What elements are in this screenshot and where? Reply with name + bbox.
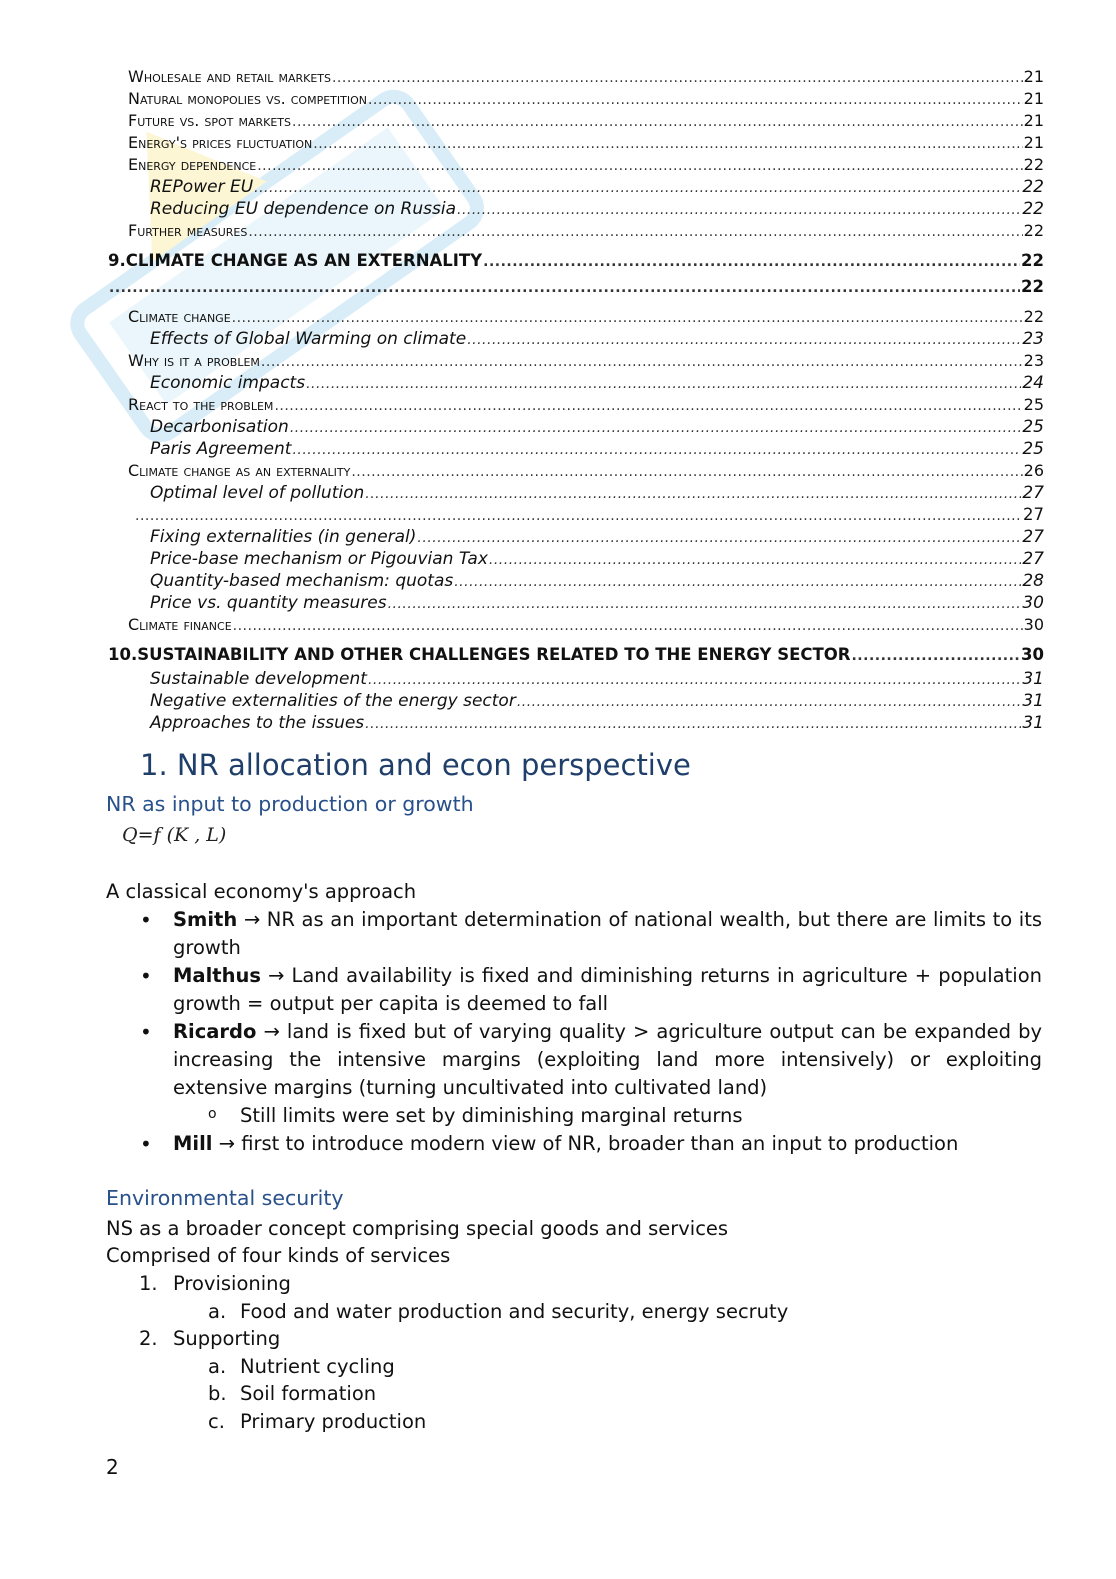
toc-entry-page: 27 [1022,483,1044,503]
toc-entry[interactable] [108,132,1044,154]
toc-entry-title: React to the problem [128,395,274,414]
toc-dot-leader [368,89,1023,110]
list-item-supporting [106,1325,1042,1353]
toc-entry-title: Optimal level of pollution [150,483,365,503]
author-name: Malthus [173,964,261,987]
toc-entry-title: Fixing externalities (in general) [150,527,417,547]
toc-entry-page: 22 [1021,277,1044,296]
toc-entry-title: Natural monopolies vs. competition [128,89,367,108]
author-name: Mill [173,1132,213,1155]
toc-dot-leader [292,111,1023,132]
item-text: Supporting [173,1327,281,1350]
toc-entry-page: 22 [1023,155,1044,174]
item-text: → Land availability is fixed and diminishing returns in agriculture + population growth = output per capita is deemed to fall [173,964,1042,1015]
toc-entry-title: Why is it a problem [128,351,260,370]
toc-entry-page: 25 [1022,417,1044,437]
toc-entry-page: 27 [1022,549,1044,569]
toc-entry[interactable] [108,198,1044,220]
bullet-icon: • [140,1020,152,1044]
toc-dot-leader [365,713,1021,734]
toc-entry-page: 22 [1022,177,1044,197]
toc-entry-title: Economic impacts [150,373,306,393]
toc-entry-title: Approaches to the issues [150,713,365,733]
ns-services-intro: Comprised of four kinds of services [106,1244,451,1267]
toc-entry-title: 9.CLIMATE CHANGE AS AN EXTERNALITY [108,251,483,270]
toc-entry[interactable] [108,176,1044,198]
list-subitem-soil [106,1380,1042,1408]
toc-entry-page: 27 [1023,505,1044,524]
item-text: Primary production [240,1409,427,1433]
toc-entry[interactable] [108,372,1044,394]
toc-entry-page: 27 [1022,527,1044,547]
toc-dot-leader [388,593,1022,614]
toc-entry-page: 30 [1023,615,1044,634]
toc-dot-leader [274,395,1022,416]
item-text: → first to introduce modern view of NR, broader than an input to production [212,1132,959,1155]
subsection-heading-nr-input: NR as input to production or growth [106,792,474,816]
toc-entry[interactable] [108,712,1044,734]
toc-entry[interactable] [108,66,1044,88]
toc-dot-leader [313,133,1022,154]
list-item-mill [106,1130,1042,1158]
toc-entry[interactable] [108,274,1044,300]
list-subitem-primary [106,1408,1042,1436]
toc-entry[interactable] [108,248,1044,274]
toc-dot-leader [457,199,1021,220]
toc-dot-leader [417,527,1021,548]
bullet-icon: • [140,908,152,932]
toc-entry-title: Further measures [128,221,248,240]
toc-entry-page: 21 [1023,67,1044,86]
toc-entry-page: 22 [1023,307,1044,326]
toc-dot-leader [483,249,1020,274]
classical-intro: A classical economy's approach [106,880,417,903]
toc-dot-leader [248,221,1022,242]
toc-entry[interactable] [108,350,1044,372]
toc-dot-leader [257,155,1022,176]
subsection-heading-environmental-security: Environmental security [106,1186,344,1210]
toc-dot-leader [467,329,1021,350]
item-text: Nutrient cycling [240,1354,395,1378]
toc-dot-leader [332,67,1023,88]
toc-entry-page: 24 [1022,373,1044,393]
toc-entry[interactable] [108,570,1044,592]
toc-entry-page: 28 [1022,571,1044,591]
toc-entry[interactable] [108,592,1044,614]
production-formula: Q=f (K , L) [122,824,227,846]
item-text: Provisioning [173,1272,291,1295]
item-number: 2. [139,1327,158,1350]
toc-entry[interactable] [108,690,1044,712]
toc-entry-title: Effects of Global Warming on climate [150,329,467,349]
toc-dot-leader [135,505,1022,526]
toc-entry-title: Wholesale and retail markets [128,67,331,86]
toc-entry-title: Future vs. spot markets [128,111,291,130]
author-name: Ricardo [173,1020,257,1043]
list-subitem-ricardo [106,1102,1042,1130]
toc-entry-title: Climate change [128,307,231,326]
author-name: Smith [173,908,238,931]
toc-entry-title: Decarbonisation [150,417,289,437]
item-letter: b. [208,1382,227,1405]
item-letter: a. [208,1299,227,1323]
list-subitem-food [106,1298,1042,1326]
item-letter: a. [208,1354,227,1378]
toc-dot-leader [232,307,1023,328]
toc-entry[interactable] [108,614,1044,636]
toc-entry-page: 22 [1022,199,1044,219]
toc-entry[interactable] [108,668,1044,690]
toc-entry[interactable] [108,548,1044,570]
toc-dot-leader [306,373,1021,394]
toc-dot-leader [454,571,1021,592]
toc-dot-leader [254,177,1021,198]
toc-entry[interactable] [108,220,1044,242]
toc-dot-leader [517,691,1022,712]
toc-entry-page: 21 [1023,89,1044,108]
classical-economists-list [106,906,1042,1158]
toc-entry[interactable] [108,110,1044,132]
toc-entry[interactable] [108,482,1044,504]
toc-entry-title: Climate finance [128,615,232,634]
toc-entry-page: 25 [1022,439,1044,459]
list-item-ricardo [106,1018,1042,1102]
toc-entry[interactable] [108,306,1044,328]
toc-entry-page: 21 [1023,111,1044,130]
page-number: 2 [106,1455,119,1479]
toc-entry-page: 25 [1023,395,1044,414]
toc-entry-page: 30 [1021,645,1044,664]
toc-entry-title: Price-base mechanism or Pigouvian Tax [150,549,488,569]
toc-entry-title: Reducing EU dependence on Russia [150,199,456,219]
toc-entry-page: 30 [1022,593,1044,613]
toc-entry-page: 21 [1023,133,1044,152]
list-item-malthus [106,962,1042,1018]
bullet-icon: • [140,964,152,988]
item-text: → land is fixed but of varying quality > agriculture output can be expanded by increasing the intensive margins (exploiting land more intensively) or exploiting extensive margins (turning uncultivated into cultivated land) [173,1020,1042,1099]
toc-entry[interactable] [108,460,1044,482]
toc-entry-title: 10.SUSTAINABILITY AND OTHER CHALLENGES RELATED TO THE ENERGY SECTOR [108,645,851,664]
toc-dot-leader [351,461,1022,482]
toc-entry-page: 22 [1023,221,1044,240]
toc-dot-leader [292,439,1021,460]
toc-entry-title: Negative externalities of the energy sector [150,691,516,711]
toc-entry-title: Energy dependence [128,155,257,174]
toc-dot-leader [851,643,1020,668]
toc-entry[interactable] [108,438,1044,460]
toc-entry-page: 22 [1021,251,1044,270]
toc-entry[interactable] [108,504,1044,526]
toc-dot-leader [290,417,1022,438]
item-text: Soil formation [240,1382,377,1405]
list-subitem-nutrient [106,1353,1042,1381]
toc-entry-page: 26 [1023,461,1044,480]
list-item-provisioning [106,1270,1042,1298]
toc-entry-page: 23 [1023,351,1044,370]
bullet-icon: • [140,1132,152,1156]
toc-entry-page: 31 [1022,691,1044,711]
toc-entry-title: Energy's prices fluctuation [128,133,313,152]
toc-entry[interactable] [108,154,1044,176]
toc-entry-title: REPower EU [150,177,254,197]
toc-entry-page: 23 [1022,329,1044,349]
toc-entry-page: 31 [1022,713,1044,733]
list-item-smith [106,906,1042,962]
toc-entry-page: 31 [1022,669,1044,689]
toc-entry[interactable] [108,526,1044,548]
toc-dot-leader [233,615,1023,636]
section-heading: 1. NR allocation and econ perspective [140,748,691,782]
toc-entry-title: Sustainable development [150,669,367,689]
toc-dot-leader [489,549,1021,570]
toc-entry[interactable] [108,328,1044,350]
toc-entry-title: Paris Agreement [150,439,292,459]
ns-definition: NS as a broader concept comprising special goods and services [106,1217,729,1240]
toc-dot-leader [368,669,1021,690]
item-number: 1. [139,1272,158,1295]
toc-entry[interactable] [108,642,1044,668]
item-text: Food and water production and security, energy secruty [240,1299,789,1323]
toc-entry[interactable] [108,416,1044,438]
toc-dot-leader [261,351,1023,372]
toc-dot-leader [109,275,1020,300]
toc-entry[interactable] [108,394,1044,416]
toc-entry-title: Quantity-based mechanism: quotas [150,571,454,591]
toc-entry[interactable] [108,88,1044,110]
table-of-contents [108,66,1044,734]
item-text: → NR as an important determination of national wealth, but there are limits to its growth [173,908,1042,959]
item-letter: c. [208,1409,225,1433]
sub-bullet-icon: o [208,1106,217,1122]
toc-dot-leader [365,483,1021,504]
toc-entry-title: Climate change as an externality [128,461,351,480]
toc-entry-title: Price vs. quantity measures [150,593,387,613]
services-list [106,1270,1042,1435]
item-text: Still limits were set by diminishing marginal returns [240,1104,743,1127]
